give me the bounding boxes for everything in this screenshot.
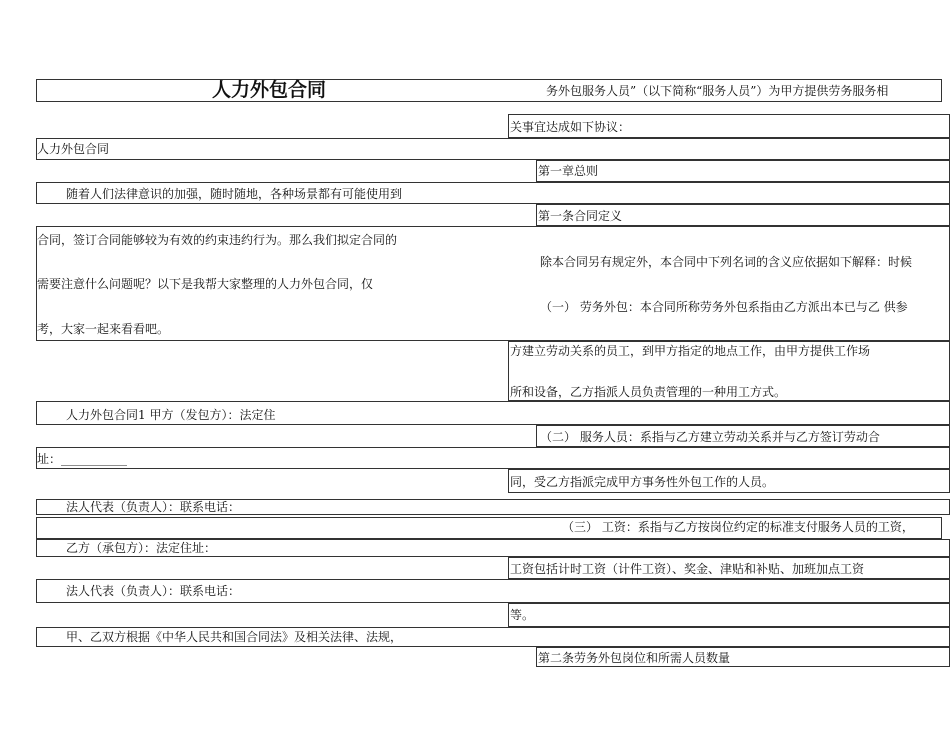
legal-rep-a-text: 法人代表（负责人）：联系电话： [66, 500, 241, 514]
left-title-row-box [36, 138, 950, 160]
definition-1-line-a: （一） 劳务外包：本合同所称劳务外包系指由乙方派出本已与乙 供参 [540, 300, 908, 314]
party-b-text: 乙方（承包方）：法定住址： [66, 541, 217, 555]
header-right-text: 务外包服务人员”（以下简称“服务人员”）为甲方提供劳务服务相 [546, 84, 889, 98]
legal-basis-text: 甲、乙双方根据《中华人民共和国合同法》及相关法律、法规， [66, 630, 403, 644]
definition-3-line-a: （三） 工资：系指与乙方按岗位约定的标准支付服务人员的工资， [562, 520, 914, 534]
explain-text: 除本合同另有规定外，本合同中下列名词的含义应依据如下解释：时候 [540, 255, 913, 269]
article2-heading: 第二条劳务外包岗位和所需人员数量 [538, 651, 731, 665]
chapter1-row-box [536, 160, 950, 182]
left-title-text: 人力外包合同 [37, 142, 110, 156]
intro-line-3: 需要注意什么问题呢？以下是我帮大家整理的人力外包合同，仅 [37, 277, 374, 291]
document-title: 人力外包合同 [212, 79, 327, 101]
def3c-row-box [508, 603, 950, 627]
definition-2-line-b: 同，受乙方指派完成甲方事务性外包工作的人员。 [510, 475, 775, 489]
intro-line-4: 考，大家一起来看看吧。 [37, 322, 170, 336]
legal-rep-b-text: 法人代表（负责人）：联系电话： [66, 584, 241, 598]
article1-heading: 第一条合同定义 [538, 209, 623, 223]
definition-2-line-a: （二） 服务人员：系指与乙方建立劳动关系并与乙方签订劳动合 [540, 430, 880, 444]
definition-1-line-b: 方建立劳动关系的员工，到甲方指定的地点工作，由甲方提供工作场 [510, 344, 871, 358]
intro-line-2: 合同，签订合同能够较为有效的约束违约行为。那么我们拟定合同的 [37, 233, 398, 247]
definition-3-line-c: 等。 [510, 608, 535, 622]
definition-3-line-b: 工资包括计时工资（计件工资）、奖金、津贴和补贴、加班加点工资 [510, 562, 865, 576]
intro-line-1: 随着人们法律意识的加强，随时随地，各种场景都有可能使用到 [66, 187, 403, 201]
address-row-box [36, 447, 950, 469]
definition-1-line-c: 所和设备，乙方指派人员负责管理的一种用工方式。 [510, 385, 787, 399]
chapter1-heading: 第一章总则 [538, 164, 599, 178]
address-text: 址：___________ [37, 452, 128, 466]
party-a-text: 人力外包合同1 甲方（发包方）：法定住 [66, 408, 276, 422]
agree-text: 关事宜达成如下协议： [510, 120, 631, 134]
